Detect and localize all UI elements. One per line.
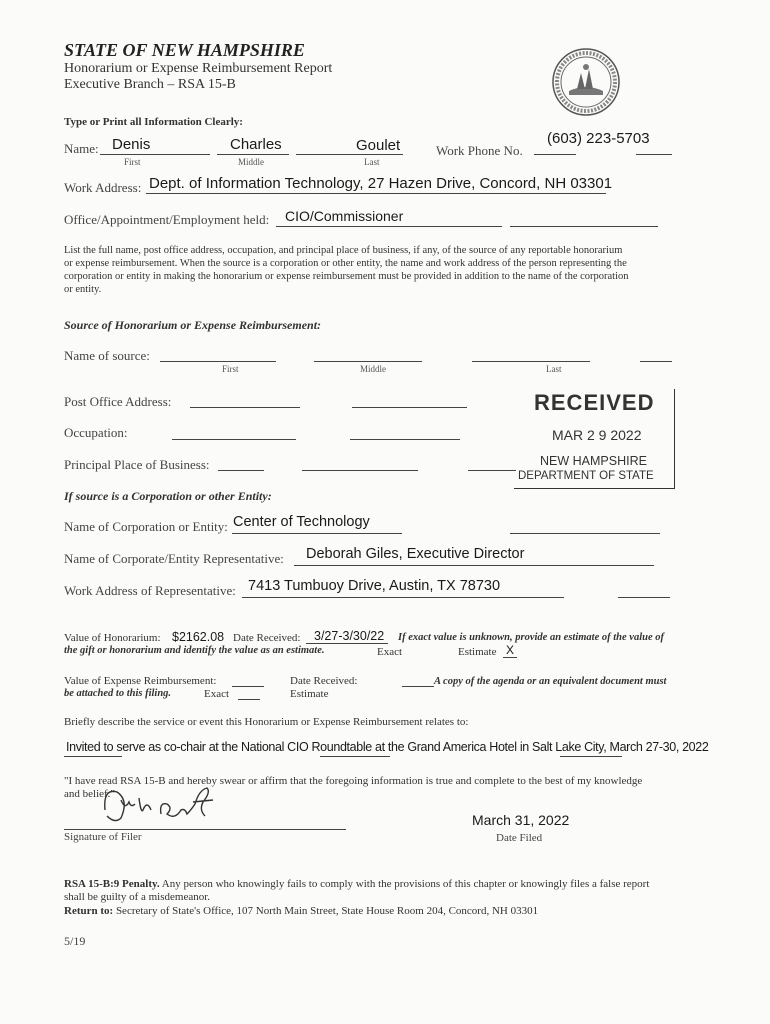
corporation-heading: If source is a Corporation or other Entity: (64, 489, 272, 503)
penalty-notice (64, 878, 649, 890)
penalty-title: RSA 15-B:9 Penalty. (64, 878, 160, 890)
signature-caption: Signature of Filer (64, 831, 142, 843)
exact-label: Exact (377, 646, 403, 658)
date-filed-caption: Date Filed (496, 832, 543, 844)
source-heading: Source of Honorarium or Expense Reimbursement: (64, 318, 322, 332)
expense-exact-label: Exact (204, 688, 230, 700)
rep-work-address[interactable]: 7413 Tumbuoy Drive, Austin, TX 78730 (248, 578, 501, 594)
first-caption: First (124, 157, 141, 167)
instructions-paragraph-line-1: List the full name, post office address, occupation, and principal place of business, if any, of the source of any reportable honorarium (64, 245, 623, 256)
form-subtitle: Honorarium or Expense Reimbursement Report (64, 61, 333, 76)
source-name-label: Name of source: (64, 348, 150, 363)
agenda-note-2: be attached to this filing. (64, 688, 172, 699)
representative-label: Name of Corporate/Entity Representative: (64, 551, 284, 566)
stamp-received: RECEIVED (534, 390, 655, 415)
source-last-caption: Last (546, 364, 562, 374)
filer-work-address[interactable]: Dept. of Information Technology, 27 Hazen Drive, Concord, NH 03301 (149, 175, 613, 192)
estimate-note-2: the gift or honorarium and identify the value as an estimate. (64, 645, 325, 656)
filer-office[interactable]: CIO/Commissioner (285, 208, 404, 224)
penalty-text: Any person who knowingly fails to comply with the provisions of this chapter or knowingly files a false report (159, 878, 650, 890)
instructions-paragraph-line-3: corporation or entity in making the honorarium or expense reimbursement must be provided in addition to the name of the corporation (64, 271, 629, 282)
post-office-label: Post Office Address: (64, 394, 172, 409)
service-description[interactable]: Invited to serve as co-chair at the National CIO Roundtable at the Grand America Hotel in Salt Lake City, March 27-30, 2022 (66, 740, 709, 754)
principal-place-label: Principal Place of Business: (64, 457, 210, 472)
state-seal-icon (551, 47, 621, 117)
occupation-label: Occupation: (64, 425, 128, 440)
form-title: STATE OF NEW HAMPSHIRE (64, 40, 305, 60)
stamp-state: NEW HAMPSHIRE (540, 454, 647, 468)
agenda-note: A copy of the agenda or an equivalent document must (434, 676, 667, 687)
work-address-label: Work Address: (64, 180, 142, 195)
penalty-text-2: shall be guilty of a misdemeanor. (64, 891, 211, 903)
instructions-paragraph-line-2: or expense reimbursement. When the source is a corporation or other entity, the name and work address of the person representing the (64, 258, 627, 269)
form-subtitle-branch: Executive Branch – RSA 15-B (64, 77, 236, 92)
date-filed[interactable]: March 31, 2022 (472, 812, 570, 828)
phone-label: Work Phone No. (436, 143, 523, 158)
filer-middle-name[interactable]: Charles (230, 136, 282, 153)
honorarium-label: Value of Honorarium: (64, 632, 161, 644)
estimate-checkmark[interactable]: X (506, 643, 515, 657)
stamp-department: DEPARTMENT OF STATE (518, 470, 654, 482)
office-label: Office/Appointment/Employment held: (64, 212, 270, 227)
representative-name[interactable]: Deborah Giles, Executive Director (306, 546, 525, 562)
estimate-label: Estimate (458, 646, 497, 658)
name-label: Name: (64, 141, 99, 156)
filer-first-name[interactable]: Denis (112, 136, 151, 153)
instructions: Type or Print all Information Clearly: (64, 116, 243, 128)
source-middle-caption: Middle (360, 364, 386, 374)
instructions-paragraph-line-4: or entity. (64, 284, 102, 295)
return-address (64, 905, 538, 917)
return-text: Secretary of State's Office, 107 North Main Street, State House Room 204, Concord, NH 03301 (113, 905, 539, 917)
service-label: Briefly describe the service or event this Honorarium or Expense Reimbursement relates to: (64, 716, 469, 728)
affirmation-line-1: "I have read RSA 15-B and hereby swear or affirm that the foregoing information is true and complete to the best of my knowledge (64, 775, 643, 787)
middle-caption: Middle (238, 157, 264, 167)
honorarium-value[interactable]: $2162.08 (172, 630, 225, 644)
return-title: Return to: (64, 905, 114, 917)
last-caption: Last (364, 157, 380, 167)
filer-phone[interactable]: (603) 223-5703 (547, 130, 650, 147)
estimate-note-1: If exact value is unknown, provide an estimate of the value of (398, 632, 664, 643)
corporation-name[interactable]: Center of Technology (233, 514, 370, 530)
date-received-label: Date Received: (233, 632, 301, 644)
affirmation-line-2: and belief." (64, 788, 115, 800)
filer-last-name[interactable]: Goulet (356, 137, 401, 154)
rep-address-label: Work Address of Representative: (64, 583, 236, 598)
date-received-value[interactable]: 3/27-3/30/22 (314, 629, 385, 643)
corporation-name-label: Name of Corporation or Entity: (64, 519, 228, 534)
source-first-caption: First (222, 364, 239, 374)
expense-date-received-label: Date Received: (290, 675, 358, 687)
stamp-date: MAR 2 9 2022 (552, 427, 642, 443)
filer-signature (95, 780, 220, 830)
expense-label: Value of Expense Reimbursement: (64, 675, 217, 687)
expense-estimate-label: Estimate (290, 688, 329, 700)
form-version: 5/19 (64, 934, 86, 948)
